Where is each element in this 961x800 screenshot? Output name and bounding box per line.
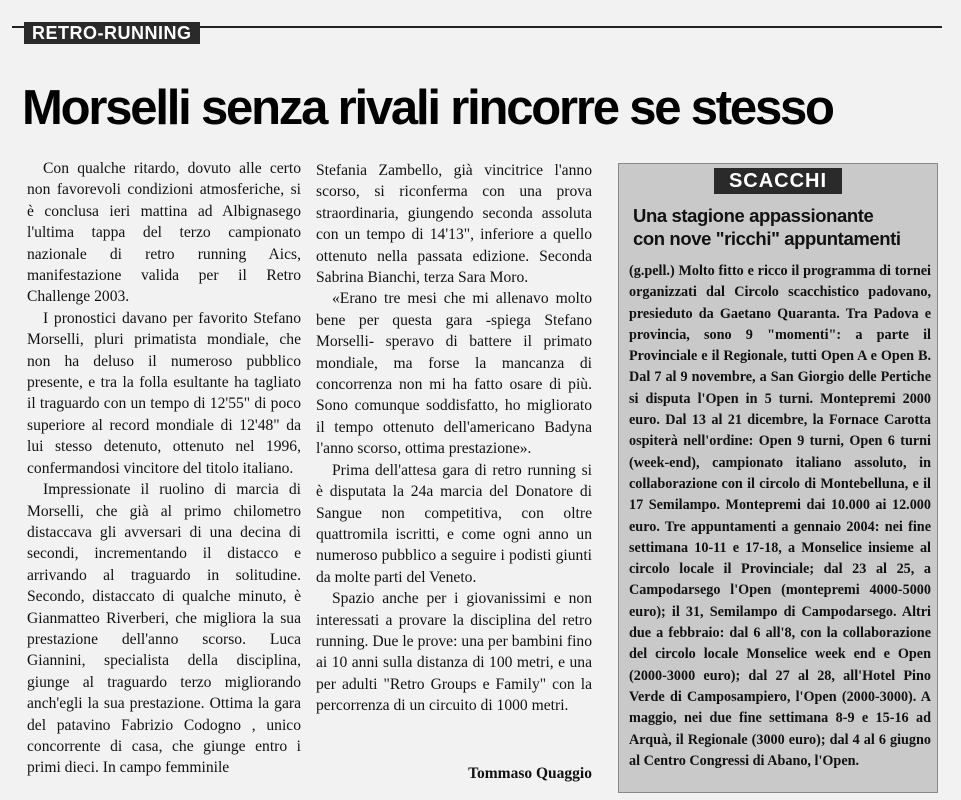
section-kicker: RETRO-RUNNING bbox=[24, 22, 200, 44]
sidebar-body: (g.pell.) Molto fitto e ricco il programma di tornei organizzati dal Circolo scacchistico padovano, presieduto da Gaetano Quaranta. Tra Padova e provincia, sono 9 "momenti": a parte il Provinciale e il Regionale, tutti Open A e Open B. Dal 7 al 9 novembre, a San Giorgio delle Pertiche si disputa l'Open in 5 turni. Montepremi 2000 euro. Dal 13 al 21 dicembre, la Fornace Carotta ospiterà nell'ordine: Open 9 turni, Open 6 turni (week-end), campionato italiano assoluto, in collaborazione con il circolo di Montebelluna, e il 17 Semilampo. Montepremi dai 10.000 ai 12.000 euro. Tre appuntamenti a gennaio 2004: nei fine settimana 10-11 e 17-18, a Monselice insieme al circolo locale il Provinciale; dal 23 al 25, a Campodarsego l'Open (montepremi 4000-5000 euro); il 31, Semilampo di Campodarsego. Altri due a febbraio: dal 6 all'8, con la collaborazione del circolo locale Monselice week end e Open (2000-3000 euro); dal 27 al 28, all'Hotel Pino Verde di Camposampiero, l'Open (2000-3000). A maggio, nei due fine settimana 8-9 e 15-16 ad Arquà, il Regionale (3000 euro); dal 4 al 6 giugno al Centro Congressi di Abano, l'Open. bbox=[629, 263, 931, 769]
sidebar-title bbox=[631, 204, 931, 250]
sidebar-tag: SCACCHI bbox=[714, 168, 842, 194]
sidebar-title-line: con nove "ricchi" appuntamenti bbox=[633, 228, 901, 249]
sidebar-box bbox=[618, 163, 938, 793]
byline: Tommaso Quaggio bbox=[468, 765, 592, 782]
paragraph: Impressionate il ruolino di marcia di Morselli, che già al primo chilometro distaccava gli avversari di una decina di secondi, incrementando il distacco e arrivando al traguardo in solitudine. Secondo, distaccato di qualche minuto, è Gianmatteo Riverberi, che migliora la sua prestazione dell'anno scorso. Luca Giannini, specialista della disciplina, giunge al traguardo terzo migliorando anch'egli la sua prestazione. Ottima la gara del patavino Fabrizio Codogno , unico concorrente di casa, che giunge entro i primi dieci. In campo femminile bbox=[27, 481, 301, 777]
article-column-1 bbox=[27, 158, 301, 779]
paragraph: «Erano tre mesi che mi allenavo molto bene per questa gara -spiega Stefano Morselli- speravo di battere il primato mondiale, ma forse la mancanza di concorrenza non mi ha fatto osare di più. Sono comunque soddisfatto, ho migliorato il tempo ottenuto dell'americano Badyna l'anno scorso, ottima prestazione». bbox=[316, 290, 592, 458]
article-column-2 bbox=[316, 160, 592, 717]
paragraph: Spazio anche per i giovanissimi e non interessati a provare la disciplina del retro running. Due le prove: una per bambini fino ai 10 anni sulla distanza di 100 metri, e una per adulti "Retro Groups e Family" con la percorrenza di un circuito di 1000 metri. bbox=[316, 590, 592, 715]
paragraph: Stefania Zambello, già vincitrice l'anno scorso, si riconferma con una prova straordinaria, giungendo seconda assoluta con un tempo di 14'13", inferiore a quello ottenuto nella passata edizione. Seconda Sabrina Bianchi, terza Sara Moro. bbox=[316, 162, 592, 287]
paragraph: I pronostici davano per favorito Stefano Morselli, pluri primatista mondiale, che non ha deluso il numeroso pubblico presente, e tra la folla esultante ha tagliato il traguardo con un tempo di 12'55" di poco superiore al record mondiale di 12'48" da lui stesso detenuto, ottenuto nel 1996, confermandosi vincitore del titolo italiano. bbox=[27, 309, 301, 477]
paragraph: Con qualche ritardo, dovuto alle certo non favorevoli condizioni atmosferiche, si è conclusa ieri mattina ad Albignasego l'ultima tappa del terzo campionato nazionale di retro running Aics, manifestazione valida per il Retro Challenge 2003. bbox=[27, 160, 301, 306]
sidebar-title-line: Una stagione appassionante bbox=[633, 205, 874, 226]
headline: Morselli senza rivali rincorre se stesso bbox=[22, 81, 833, 135]
paragraph: Prima dell'attesa gara di retro running si è disputata la 24a marcia del Donatore di Sangue non competitiva, con oltre quattromila iscritti, e come ogni anno un numeroso pubblico a seguire i podisti giunti da molte parti del Veneto. bbox=[316, 461, 592, 586]
